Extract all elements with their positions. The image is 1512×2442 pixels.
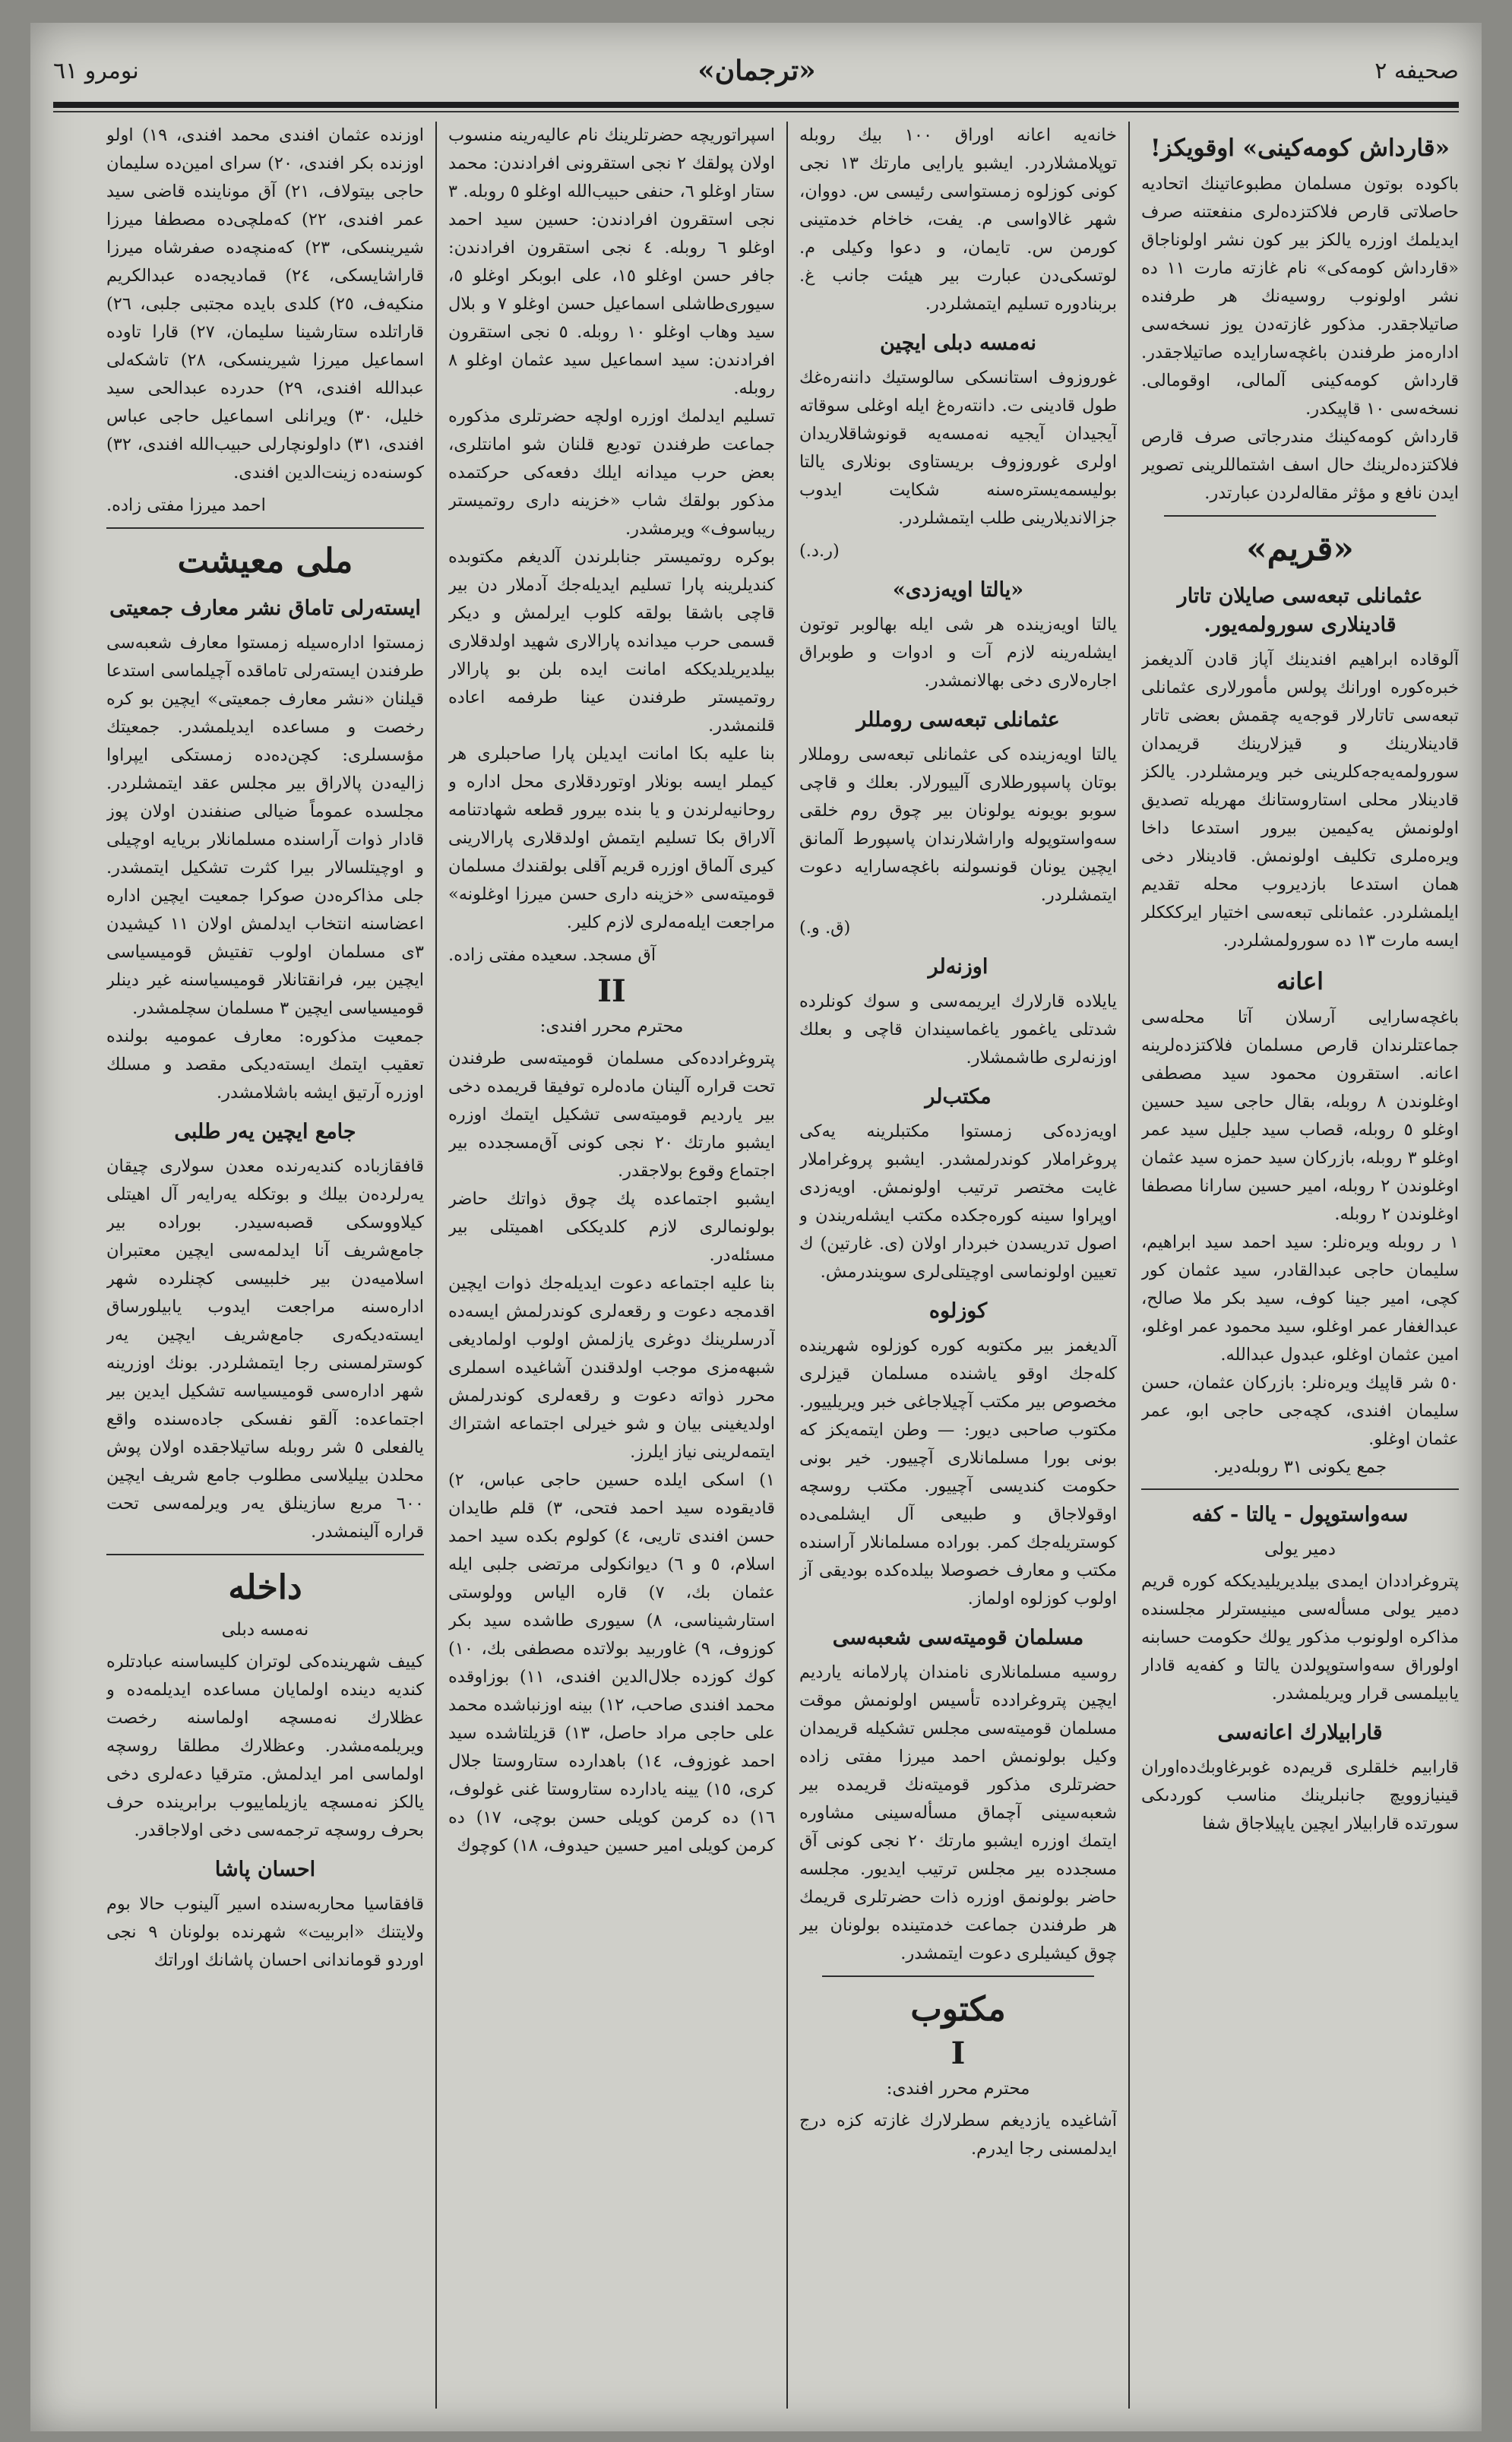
headline-railway: سه‌واستوپول - يالتا - كفه — [1191, 1503, 1409, 1526]
article-body: باغچه‌سارايى آرسلان آتا محله‌سى جماعتلرندان قارص مسلمان فلاكتزده‌لرينه اعانه. استقرون محمود سيد مصطفى اوغلوندن ٨ روبله، بقال حاجى سيد حسين اوغلو ٥ روبله، قصاب سيد جليل سيد عمر اوغلو ٣ روبله، بازركان سيد حمزه سيد عثمان اوغلوندن ٢ روبله، امير حسين سارانا مصطفا اوغلوندن ٢ روبله. — [1141, 1007, 1459, 1224]
article-body: قافقاز‌باده كنديه‌رنده معدن سولارى چيقان يه‌رلرده‌ن بيلك و بوتكله يه‌رايه‌ر آل اهيتلى كيلاووسكى قصبه‌سيدر. بوراده بير جامع‌شريف آنا ايدلمه‌سى ايچين معتبران اسلاميه‌دن بير خلبيسى كچنلرده شهر اداره‌سنه مراجعت ايدوب يابيلورساق ايسته‌ديكه‌رى جامع‌شريف ايچين يه‌ر كوسترلمسنى رجا ايتمشلردر. بونك اوزرينه شهر اداره‌سى قوميسياسه تشكيل ايدين بير اجتماعده: آلقو نفسكى جاده‌سنده واقع يالفعلى ٥ شر روبله ساتيلاجقده اولان پوش محلدن بيليلاسى مطلوب جامع شريف ايچين ٦٠٠ مربع سازينلق يه‌ر ويرلمه‌سى تحت قراره آلينمشدر. — [106, 1156, 424, 1542]
article-body: يايلاده قارلارك ايريمه‌سى و سوك كونلرده شدتلى ياغمور ياغماسيندان قاچى و بعلك اوزنه‌لرى طاشمشلار. — [799, 992, 1117, 1068]
article-body: قارابيم خلقلرى قريم‌ده غوبرغاوبك‌ده‌اوران قينيازوويچ جانبلرينك مناسب كوردىكى سورتده قارابيلار ايچين ياپيلاجاق شفا — [1141, 1757, 1459, 1833]
article-body: ١ ر روبله ويره‌نلر: سيد احمد سيد ابراهيم، سليمان حاجى عبدالقادر، سيد عثمان كور كچى، امير جينا كوف، سيد بكر ملا صالح، عبدالغفار عمر اوغلو، سيد محمود عمر اوغلو، امين عثمان اوغلو، عبدول عبدالله. — [1141, 1232, 1459, 1365]
article-body: قارداش كومه‌كينك مندرجاتى صرف قارص فلاكتزده‌لرينك حال اسف اشتماللرينى تصوير ايدن نافع و مؤثر مقاله‌لردن عبارتدر. — [1141, 427, 1459, 503]
article-body: آلديغمز بير مكتوبه كوره كوزلوه شهرينده كله‌جك اوقو ياشنده مسلمان قيزلرى مخصوص بير مكتب آچيلاجاغى خبر ويريلييور. مكتوب صاحبى ديور: — وطن ايتمه‌يكز كه بونى بورا مسلمانلارى آچييور. خير بونى حكومت كنديسى آچييور. مكتب روسچه اوقولاجاق و طبيعى آل ايشلمى‌ده كوستريله‌جك كمر. بوراده مسلمانلار آراسنده مكتب و معارف خصوصلا بيلده‌كده بوديقى آز اولوب كوزلوه اولماز. — [799, 1336, 1117, 1608]
headline-schools: مكتب‌لر — [925, 1085, 992, 1109]
column-divider — [786, 122, 788, 2409]
separator — [106, 527, 424, 529]
newspaper-page — [30, 23, 1482, 2431]
article-body: ايشبو اجتماعده پك چوق ذواتك حاضر بولونمالرى لازم كلديككى اهميتلى بير مسئله‌در. — [448, 1189, 775, 1265]
article-body: روسيه مسلمانلارى نامندان پارلامانه يارديم ايچين پتروغرادده تأسيس اولونمش موقت مسلمان قوميته‌سى مجلس تشكيله قريمدان وكيل بولونمش احمد ميرزا مفتى زاده حضرتلرى مذكور قوميته‌نك قريمده بير شعبه‌سينى آچماق مسأله‌سينى مشاوره ايتمك اوزره ايشبو مارتك ٢٠ نجى كونى آق مسجدده بير مجلس ترتيب ايديور. مجلسه حاضر بولونمق اوزره ذات حضرتلرى قريمك هر طرفندن جماعت خدمتينده بولونان بير چوق كيشيلرى دعوت ايتمشدر. — [799, 1662, 1117, 1963]
headline-ihsan-pasha: احسان پاشا — [214, 1858, 316, 1881]
letter-number: I — [951, 2036, 966, 2071]
headline-karaim: قارابيلارك اعانه‌سى — [1217, 1721, 1383, 1745]
article-body: زمستوا اداره‌سيله زمستوا معارف شعبه‌سى طرفندن ايسته‌رلى تاماقده آچيلماسى استدعا قيلنان «نشر معارف جمعيتى» ايچين بو كره رخصت و مساعده ايديلمشدر. جمعيتك مؤسسلرى: كچن‌ده‌ده زمستكى ايپراوا زاليه‌دن پالاراق بير مجلس عقد ايتمشلردر. مجلسده عموماً ضيالى صنفندن اولان پوز قادار ذوات آراسنده مسلمانلار بريايه اوچيلى و اوچيتلسالار بيرا كثرت تشكيل ايتمشدر. جلى مذاكره‌دن صوكرا جمعيت ايچين اداره اعضاسنه انتخاب ايدلمش اولان ١١ كيشيدن ٣ى مسلمان اولوب تفتيش قوميسياسى ايچين بير، فرانقتانلار قوميسياسنه غير دينلر قوميسياسى ايچين ٣ مسلمان سچلمشدر. — [106, 633, 424, 1018]
article-body: خانه‌يه اعانه اوراق ١٠٠ بيك روبله توپلامشلاردر. ايشبو يارايى مارتك ١٣ نجى كونى كوزلوه زمستواسى رئيسى س. دووان، شهر غالاواسى م. يفت، خاخام خدمتينى كورمن س. تايمان، و دعوا وكيلى م. لوتسكى‌دن عبارت بير هيئت جانب غ. بربنادوره تسليم ايتمشلردر. — [799, 125, 1117, 314]
article-body: باكوده بوتون مسلمان مطبوعاتينك اتحاديه حاصلاتى قارص فلاكتزده‌لرى منفعتنه صرف ايديلمك اوزره يالكز بير كون نشر اولوناجاق «قارداش كومه‌كى» نام غازته مارت ١١ ده نشر اولونوب روسيه‌نك هر طرفنده صاتيلاجقدر. مذكور غازته‌دن يوز نسخه‌سى اداره‌مز طرفندن باغچه‌سارايده صاتيلاجقدر. قارداش كومه‌كينى آلمالى، اوقومالى. نسخه‌سى ١٠ قاپيكدر. — [1141, 174, 1459, 419]
article-body: غوروزوف استانسكى سالوستيك داننه‌ره‌غك طول قادينى ت. دانته‌ره‌غ ايله اوغلى سوقاته آيجيدان آيجيه نه‌مسه‌يه قونوشاقلاريدان اولرى غوروزوف بريستاوى بونلارى يالتا بوليسمه‌يستره‌سنه شكايت ايدوب جزالانديلارينى طلب ايتمشلردر. — [799, 368, 1117, 528]
article-body: قافقاسيا محاربه‌سنده اسير آلينوب حالا بوم ولايتنك «ابربيت» شهرنده بولونان ٩ نجى اوردو قوماندانى احسان پاشانك اوراتك — [106, 1894, 424, 1970]
article-body: بوكره روتميستر جنابلرندن آلديغم مكتوبده كنديلرينه پارا تسليم ايديله‌جك آدملار دن بير قاچى باشقا بولقه كلوب ايرلمش و ديكر قسمى حرب ميدانده پارالارى شهيد اولدقلارى بيلديريلديككه امانت ايده بلن بو پارالار روتميستر طرفندن عينا طرفمه اعاده قلنمشدر. — [448, 547, 775, 735]
article-body: كييف شهرينده‌كى لوتران كليساسنه عبادتلره كنديه دينده اولمايان مساعده ايديلمه‌ده و عظلارك نه‌مسچه اولماسنه رخصت ويريلمه‌مشدر. وعظلارك مطلقا روسچه اولماسى امر ايدلمش. مترقيا دعه‌لرى دخى يالكز نه‌مسچه يازيلماييوب برابرينده حرف بحرف روسچه ترجمه‌سى دخى اولاجاقدر. — [106, 1652, 424, 1840]
headline-crimea: «قريم» — [1246, 530, 1354, 568]
headline-letter: مكتوب — [910, 1990, 1006, 2029]
column-third — [448, 122, 775, 2409]
headline-german-language: نه‌مسه دبلى ايچين — [880, 331, 1036, 355]
column-divider — [1128, 122, 1130, 2409]
article-body: تسليم ايدلمك اوزره اولچه حضرتلرى مذكوره جماعت طرفندن توديع قلنان شو امانتلرى، بعض حرب ميدانه ايلك دفعه‌كى حركتمده مذكور بولقك شاب «خزينه دارى روتميستر ريباسوف» ويرمشدر. — [448, 406, 775, 539]
columns — [53, 122, 1459, 2409]
subheadline-crimea: عثمانلى تبعه‌سى صايلان تاتار قادينلارى سورولمه‌يور. — [1177, 584, 1423, 637]
masthead-rule-thick — [53, 102, 1459, 108]
letter-salutation: محترم محرر افندى: — [539, 1017, 684, 1036]
letter-number: II — [597, 973, 626, 1009]
column-right — [1141, 122, 1459, 2409]
masthead — [53, 44, 1459, 97]
headline-yalta-district: «يالتا اويه‌زدى» — [892, 578, 1024, 602]
article-body: بنا عليه بكا امانت ايديلن پارا صاحبلرى هر كيملر ايسه بونلار اوتوردقلارى محل اداره و روحانيه‌لرندن و يا بنده بيرور قطعه شهادتنامه آلاراق بكا تسليم ايتمش اولدقلارى پارالارينى كيرى آلماق اوزره قريم آقلى بولقندك مسلمان قوميته‌سى «خزينه دارى حسن ميرزا اوغلونه» مراجعت ايله‌مه‌لرى لازم كلير. — [448, 744, 775, 932]
article-body: يالتا اويه‌زينده كى عثمانلى تبعه‌سى رومللار بوتان پاسپورطلارى آلييورلار. بعلك و قاچى سوبو بويونه يولونان بير چوق روم خلقى سه‌واستوپوله واراشلارندان پاسپورط آلمانق ايچين يونان قونسولنه باغچه‌سارايه دعوت ايتمشلردر. — [799, 745, 1117, 905]
headline-rivers: اوزنه‌لر — [928, 955, 988, 979]
subheadline-education-society: ايسته‌رلى تاماق نشر معارف جمعيتى — [109, 596, 421, 620]
signature: احمد ميرزا مفتى زاده. — [106, 495, 266, 515]
letter-salutation: محترم محرر افندى: — [886, 2079, 1030, 2099]
headline-gozleve: كوزلوه — [928, 1299, 988, 1323]
article-body: آشاغيده يازديغم سطرلارك غازته كزه درج ايدلمسنى رجا ايدرم. — [799, 2111, 1117, 2159]
section-national-life: ملى معيشت — [177, 542, 353, 580]
separator — [106, 1554, 424, 1555]
signature: (ر.د.) — [799, 541, 840, 561]
article-body: پتروغراددان ايمدى بيلديريليديككه كوره قريم دمير يولى مسأله‌سى مينيسترلر مجلسنده مذاكره اولونوب مذكور يولك حكومت حسابنه اولوراق سه‌واستوپولدن يالتا و كفه‌يه قادار يابيلمسى قرار ويريلمشدر. — [1141, 1571, 1459, 1703]
subheadline-railway: دمير يولى — [1264, 1539, 1336, 1559]
column-second — [799, 122, 1117, 2409]
headline-mosque-land: جامع ايچين يه‌ر طلبى — [174, 1120, 356, 1144]
page-label: صحيفه ٢ — [1374, 57, 1459, 84]
headline-brother-help: «قارداش كومه‌كينى» اوقويكز! — [1150, 134, 1450, 162]
column-divider — [435, 122, 437, 2409]
invitee-list: ١) اسكى ايلده حسين حاجى عباس، ٢) قاديقوده سيد احمد فتحى، ٣) قلم طايدان حسن افندى تاريى، ٤) كولوم بكده سيد احمد اسلام، ٥ و ٦) ديوانكولى مرتضى جلبى ايله عثمان بك، ٧) قاره الياس وولوستى استارشيناسى، ٨) سيورى طاشده سيد بكر كوزوف، ٩) غاوربيد بولاتده مصطفى بك، ١٠) كوك كوزده جلال‌الدين افندى، ١١) بوزاوقده محمد افندى صاحب، ١٢) بينه اوزنباشده محمد على حاجى مراد حاصل، ١٣) قزيلتاشده سيد احمد غوزوف، ١٤) باهدارده ستاروستا جلال كرى، ١٥) يينه يادارده ستاروستا غنى غولوف، ١٦) ده كرمن كويلى حسن بوچى، ١٧) ده كرمن كويلى امير حسين حيدوف، ١٨) كوچوك — [448, 1470, 775, 1855]
article-body: آلوقاده ابراهيم افندينك آپاز قادن آلديغمز خبره‌كوره اورانك پولس مأمورلارى عثمانلى تبعه‌سى تاتارلار قوجه‌يه چقمش بعضى تاتار قادينلارينك و قيزلارينك قريمدان سورولمه‌يه‌جه‌كلرينى خبر ويرمشلردر. يالكز قادينلار محلى استاروستانك مهريله تصديق اولونمش يه‌كيمين بيرور استدعا داخا ويره‌ملرى تكليف اولونمش. قادينلار دخى همان استدعا بازديروب محله تقديم ايلمشلردر. عثمانلى تبعه‌سى اختيار ايركككلر ايسه مارت ١٣ ده سورولمشلردر. — [1141, 650, 1459, 951]
article-body: اسپراتوريچه حضرتلرينك نام عاليه‌رينه منسوب اولان پولقك ٢ نجى استقرونى افرادندن: محمد ستار اوغلو ٦، حنفى حبيب‌الله اوغلو ٥ روبله. ٣ نجى استقرون افرادندن: حسين سيد احمد اوغلو ٦ روبله. ٤ نجى استقرون افرادندن: جافر حسن اوغلو ١٥، على ابوبكر اوغلو ٥، سيورى‌طاشلى اسماعيل حسن اوغلو ٧ و بلال سيد وهاب اوغلو ١٠ روبله. ٥ نجى استقرون افرادندن: سيد اسماعيل سيد عثمان اوغلو ٨ روبله. — [448, 125, 775, 398]
article-body: جمعيت مذكوره: معارف عموميه بولنده تعقيب ايتمك ايسته‌ديكى مقصد و مسلك اوزره آرتيق ايشه باشلامشدر. — [106, 1026, 424, 1102]
separator — [1164, 515, 1436, 517]
article-body: اويه‌زده‌كى زمستوا مكتبلرينه يه‌كى پروغراملار كوندرلمشدر. ايشبو پروغراملار غايت مختصر ترتيب اولونمش. اويه‌زدى اوپراوا سينه كوره‌جكده مكتب ايشله‌ريندن و اصول تدريسدن خبردار اولان (ى. غارتين) ك تعيين اولونماسى اوچيتلى‌لرى سويندرمش. — [799, 1121, 1117, 1282]
masthead-rule-thin — [53, 111, 1459, 112]
headline-ottoman-greeks: عثمانلى تبعه‌سى رومللر — [856, 708, 1060, 732]
headline-committee-branch: مسلمان قوميته‌سى شعبه‌سى — [832, 1626, 1084, 1650]
invitee-list-continued: اوزنده عثمان افندى محمد افندى، ١٩) اولو اوزنده بكر افندى، ٢٠) سراى امين‌ده سليمان حاجى بيتولاف، ٢١) آق موناينده قاضى سيد عمر افندى، ٢٢) كه‌ملچى‌ده مصطفا ميرزا شيرينسكى، ٢٣) كه‌منچه‌ده صفرشاه ميرزا قاراشايسكى، ٢٤) قماديجه‌ده عبدالكريم منكيه‌ف، ٢٥) كلدى بايده مجتبى جلبى، ٢٦) قاراتلده ستارشينا سليمان، ٢٧) قارا تاوده اسماعيل ميرزا شيرينسكى، ٢٨) تاشكه‌لى عبدالله افندى، ٢٩) حدرده عبدالحى سيد خليل، ٣٠) ويرانلى اسماعيل حاجى عباس افندى، ٣١) داولونچارلى حبيب‌الله افندى، ٣٢) كوسنه‌ده زينت‌الدين افندى. — [106, 125, 424, 482]
issue-label: نومرو ٦١ — [53, 57, 139, 84]
headline-donation: اعانه — [1276, 968, 1324, 995]
newspaper-title: «ترجمان» — [697, 55, 816, 87]
column-left — [106, 122, 424, 2409]
signature: (ق. و.) — [799, 918, 851, 938]
donation-total: جمع يكونى ٣١ روبله‌دير. — [1213, 1457, 1387, 1477]
article-body: يالتا اويه‌زينده هر شى ايله بهالوبر توتون ايشله‌رينه لازم آت و ادوات و طوبراق اجاره‌لارى دخى بهالانمشدر. — [799, 615, 1117, 691]
subheadline-german-language: نه‌مسه دبلى — [221, 1620, 309, 1640]
signature: آق مسجد. سعيده مفتى زاده. — [448, 945, 656, 965]
section-domestic: داخله — [228, 1568, 302, 1607]
article-body: ٥٠ شر قاپيك ويره‌نلر: بازركان عثمان، حسن سليمان افندى، كچه‌جى حاجى ابو، عمر عثمان اوغلو. — [1141, 1373, 1459, 1449]
article-body: پتروغرادده‌كى مسلمان قوميته‌سى طرفندن تحت قراره آلينان ماده‌لره توفيقا قريمده دخى بير يارديم قوميته‌سى تشكيل ايتمك اوزره ايشبو مارتك ٢٠ نجى كونى آق‌مسجدده بير اجتماع وقوع بولاجقدر. — [448, 1049, 775, 1181]
separator — [1141, 1488, 1459, 1490]
separator — [822, 1975, 1094, 1977]
article-body: بنا عليه اجتماعه دعوت ايديله‌جك ذوات ايچين اقدمجه دعوت و رقعه‌لرى كوندرلمش ايسه‌ده آدرسلرينك دوغرى يازلمش اولوب اولماديغى شبهه‌مزى موجب اولدقندن آشاغيده اسملرى محرر ذواته دعوت و رقعه‌لرى كوندرلمش اولديغينى بيان و شو خيرلى اجتماعه اشتراك ايتمه‌لرينى نياز ايلرز. — [448, 1273, 775, 1462]
